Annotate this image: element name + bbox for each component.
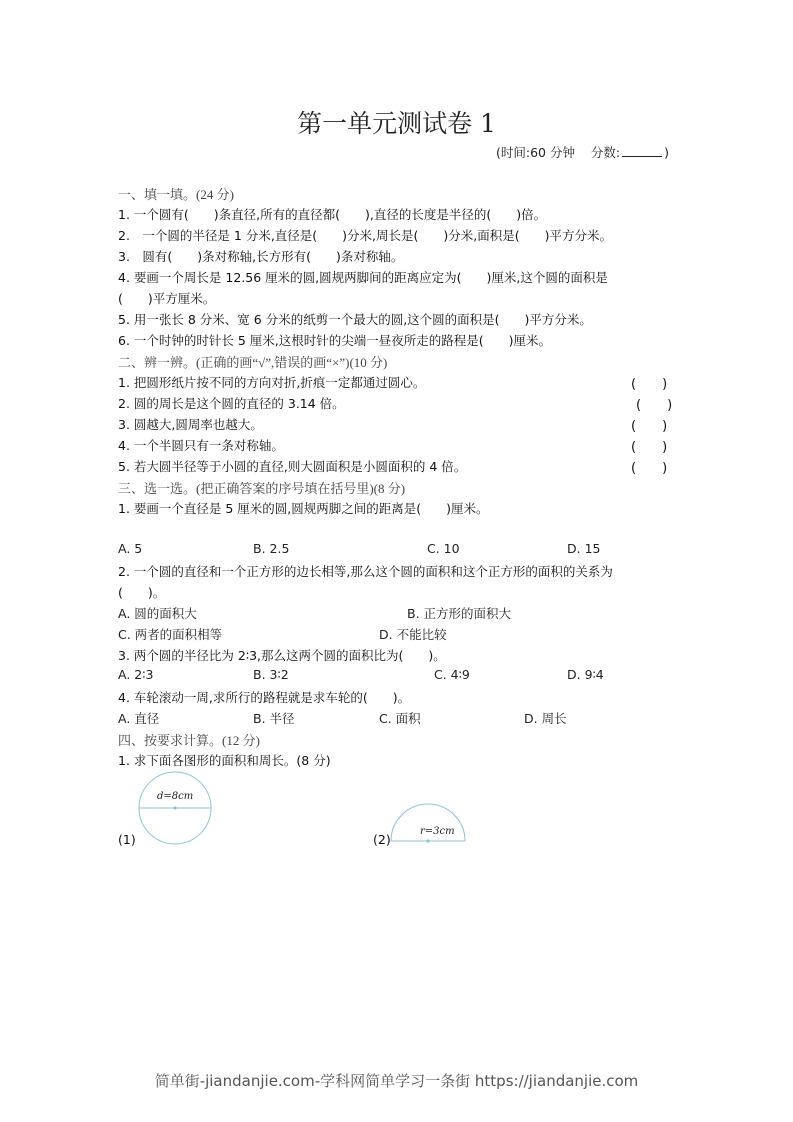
section-4-heading: 四、按要求计算。(12 分): [118, 733, 260, 748]
score-blank[interactable]: [622, 144, 662, 157]
fill-item-5: 5. 用一张长 8 分米、宽 6 分米的纸剪一个最大的圆,这个圆的面积是( )平方分米。: [118, 312, 592, 327]
choice-q2-stem-cont: ( )。: [118, 585, 166, 600]
choice-q3-option-a[interactable]: A. 2∶3: [118, 667, 154, 682]
choice-q1-stem: 1. 要画一个直径是 5 厘米的圆,圆规两脚之间的距离是( )厘米。: [118, 501, 489, 516]
judge-answer-4[interactable]: ( ): [631, 440, 668, 455]
semicircle-radius-label: r=3cm: [420, 826, 455, 837]
choice-q4-stem: 4. 车轮滚动一周,求所行的路程就是求车轮的( )。: [118, 690, 411, 705]
choice-q1-option-c[interactable]: C. 10: [427, 541, 460, 556]
choice-q3-option-d[interactable]: D. 9∶4: [567, 667, 604, 682]
section-1-heading: 一、填一填。(24 分): [118, 187, 234, 202]
semicircle-figure: [390, 803, 466, 843]
fill-item-4-cont: ( )平方厘米。: [118, 291, 216, 306]
fill-item-1: 1. 一个圆有( )条直径,所有的直径都( ),直径的长度是半径的( )倍。: [118, 207, 547, 222]
choice-q4-option-d[interactable]: D. 周长: [524, 711, 567, 726]
fill-item-3: 3. 圆有( )条对称轴,长方形有( )条对称轴。: [118, 249, 404, 264]
choice-q2-option-a[interactable]: A. 圆的面积大: [118, 606, 197, 621]
choice-q3-stem: 3. 两个圆的半径比为 2∶3,那么这两个圆的面积比为( )。: [118, 648, 446, 663]
judge-item-3: 3. 圆越大,圆周率也越大。: [118, 417, 263, 432]
fill-item-2: 2. 一个圆的半径是 1 分米,直径是( )分米,周长是( )分米,面积是( )平方分米。: [118, 228, 613, 243]
choice-q2-stem: 2. 一个圆的直径和一个正方形的边长相等,那么这个圆的面积和这个正方形的面积的关系为: [118, 564, 613, 579]
judge-answer-2[interactable]: ( ): [636, 398, 673, 413]
exam-meta: [496, 143, 669, 161]
time-label: (时间:60 分钟: [496, 145, 575, 160]
figure-2-label: (2): [373, 832, 391, 847]
judge-answer-1[interactable]: ( ): [631, 377, 668, 392]
fill-item-6: 6. 一个时钟的时针长 5 厘米,这根时针的尖端一昼夜所走的路程是( )厘米。: [118, 333, 552, 348]
choice-q4-option-b[interactable]: B. 半径: [253, 711, 295, 726]
section-3-heading: 三、选一选。(把正确答案的序号填在括号里)(8 分): [118, 481, 406, 496]
choice-q3-option-b[interactable]: B. 3∶2: [253, 667, 289, 682]
choice-q4-option-c[interactable]: C. 面积: [379, 711, 421, 726]
choice-q4-option-a[interactable]: A. 直径: [118, 711, 160, 726]
calc-instruction: 1. 求下面各图形的面积和周长。(8 分): [118, 753, 331, 768]
choice-q2-option-b[interactable]: B. 正方形的面积大: [407, 606, 512, 621]
choice-q3-option-c[interactable]: C. 4∶9: [434, 667, 470, 682]
score-close: ): [664, 145, 669, 160]
figure-1-label: (1): [118, 832, 136, 847]
choice-q1-option-d[interactable]: D. 15: [567, 541, 601, 556]
judge-item-1: 1. 把圆形纸片按不同的方向对折,折痕一定都通过圆心。: [118, 375, 426, 390]
circle-figure: [136, 771, 214, 849]
fill-item-4: 4. 要画一个周长是 12.56 厘米的圆,圆规两脚间的距离应定为( )厘米,这个圆的面积是: [118, 270, 608, 285]
judge-item-4: 4. 一个半圆只有一条对称轴。: [118, 438, 284, 453]
footer-watermark: 简单街-jiandanjie.com-学科网简单学习一条街 https://jiandanjie.com: [154, 1072, 639, 1090]
section-2-heading: 二、辨一辨。(正确的画“√”,错误的画“×”)(10 分): [118, 355, 388, 370]
choice-q2-option-d[interactable]: D. 不能比较: [379, 627, 447, 642]
choice-q1-option-b[interactable]: B. 2.5: [253, 541, 290, 556]
judge-answer-5[interactable]: ( ): [631, 461, 668, 476]
choice-q2-option-c[interactable]: C. 两者的面积相等: [118, 627, 223, 642]
page-title: 第一单元测试卷 1: [297, 109, 496, 138]
circle-diameter-label: d=8cm: [157, 791, 194, 802]
choice-q1-option-a[interactable]: A. 5: [118, 541, 143, 556]
score-label: 分数:: [590, 145, 621, 160]
judge-item-5: 5. 若大圆半径等于小圆的直径,则大圆面积是小圆面积的 4 倍。: [118, 459, 467, 474]
judge-answer-3[interactable]: ( ): [631, 419, 668, 434]
judge-item-2: 2. 圆的周长是这个圆的直径的 3.14 倍。: [118, 396, 345, 411]
